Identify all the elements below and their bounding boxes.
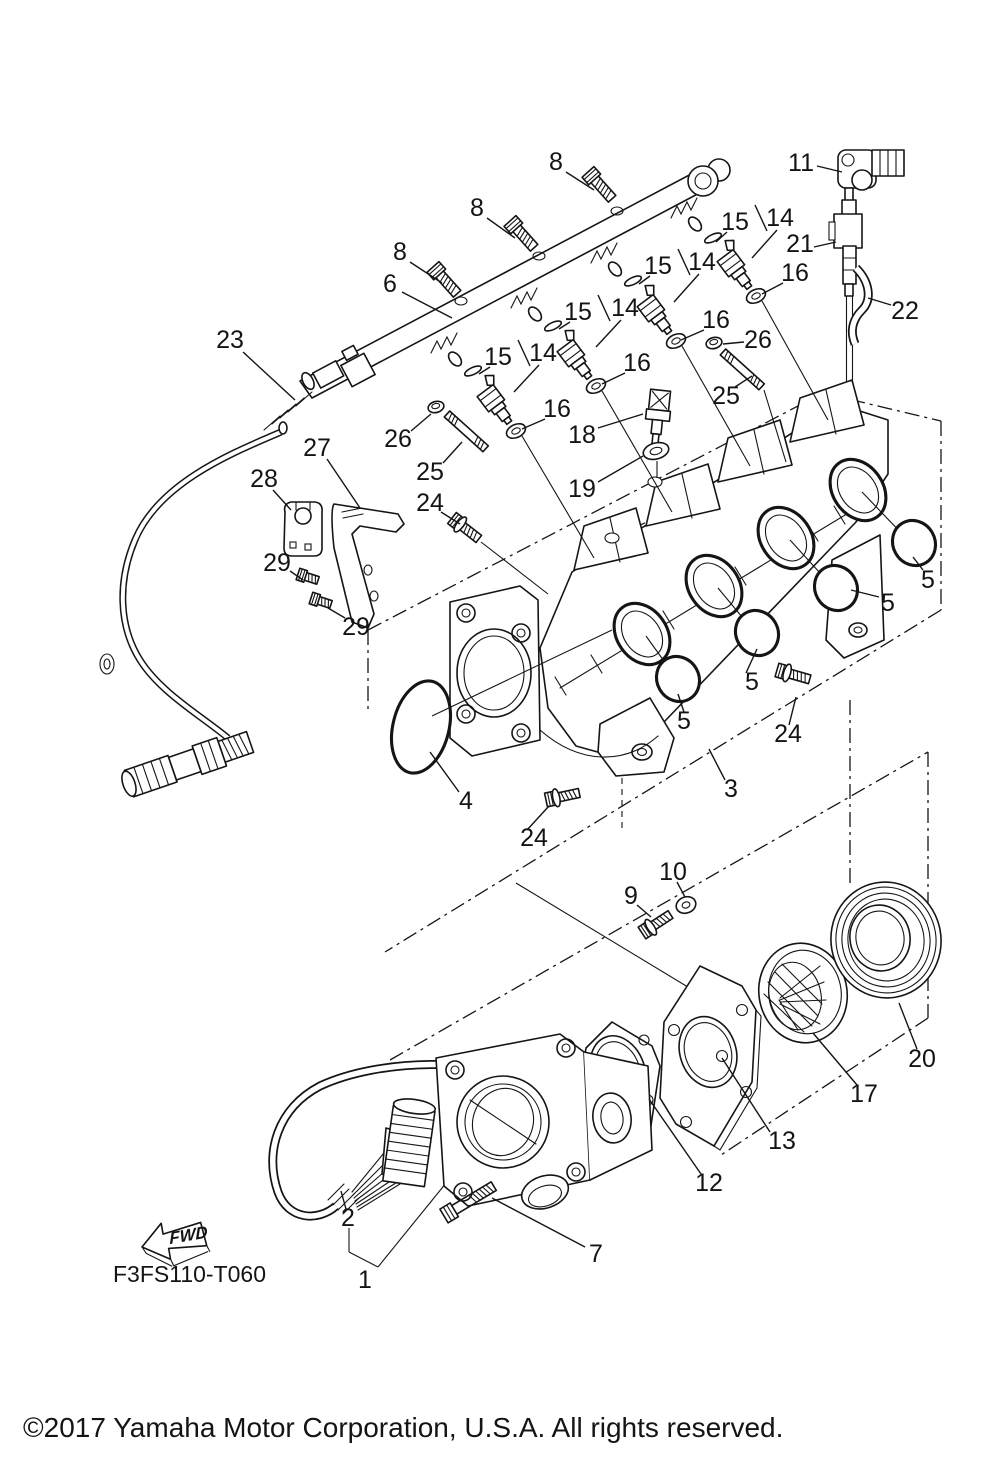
callout-25: 25 xyxy=(712,382,740,410)
callout-5: 5 xyxy=(677,707,691,735)
callout-22: 22 xyxy=(891,297,919,325)
callout-16: 16 xyxy=(543,395,571,423)
callout-8: 8 xyxy=(393,238,407,266)
callout-5: 5 xyxy=(881,589,895,617)
callout-23: 23 xyxy=(216,326,244,354)
callout-10: 10 xyxy=(659,858,687,886)
callout-6: 6 xyxy=(383,270,397,298)
callout-15: 15 xyxy=(564,298,592,326)
callout-21: 21 xyxy=(786,230,814,258)
leader-line xyxy=(243,352,295,400)
callout-24: 24 xyxy=(416,489,444,517)
throttle-actuator xyxy=(383,1097,436,1187)
leader-line xyxy=(752,230,777,258)
callout-1: 1 xyxy=(358,1266,372,1294)
callout-28: 28 xyxy=(250,465,278,493)
callout-5: 5 xyxy=(921,566,935,594)
callout-11: 11 xyxy=(788,149,814,177)
leader-line xyxy=(514,365,539,392)
callout-12: 12 xyxy=(695,1169,723,1197)
callout-20: 20 xyxy=(908,1045,936,1073)
leader-line xyxy=(814,242,836,247)
alignment-line xyxy=(349,1252,378,1267)
callout-3: 3 xyxy=(724,775,738,803)
leader-line xyxy=(709,749,725,780)
joint-plate xyxy=(660,966,761,1150)
leader-line xyxy=(443,442,462,463)
callout-25: 25 xyxy=(416,458,444,486)
callout-19: 19 xyxy=(568,475,596,503)
callout-15: 15 xyxy=(644,252,672,280)
callout-5: 5 xyxy=(745,668,759,696)
callout-26: 26 xyxy=(744,326,772,354)
callout-7: 7 xyxy=(589,1240,603,1268)
callout-15: 15 xyxy=(484,343,512,371)
callout-14: 14 xyxy=(611,294,639,322)
temp-sensor xyxy=(643,389,673,445)
callout-27: 27 xyxy=(303,434,331,462)
pair-divider-line xyxy=(598,295,610,321)
bracket xyxy=(332,504,404,628)
leader-line xyxy=(273,490,291,510)
callout-9: 9 xyxy=(624,882,638,910)
callout-8: 8 xyxy=(549,148,563,176)
throttle-body xyxy=(273,1034,652,1216)
callout-24: 24 xyxy=(520,824,548,852)
leader-line xyxy=(327,459,360,508)
leader-line xyxy=(762,283,783,294)
pressure-sensor xyxy=(838,150,904,204)
callout-8: 8 xyxy=(470,194,484,222)
callout-13: 13 xyxy=(768,1127,796,1155)
callout-14: 14 xyxy=(529,339,557,367)
alignment-line xyxy=(481,542,548,594)
holder xyxy=(284,502,322,556)
leader-line xyxy=(899,1003,917,1049)
callout-14: 14 xyxy=(766,204,794,232)
callout-18: 18 xyxy=(568,421,596,449)
leader-line xyxy=(598,414,643,428)
callout-29: 29 xyxy=(342,613,370,641)
callout-29: 29 xyxy=(263,549,291,577)
leader-line xyxy=(723,342,744,344)
callout-16: 16 xyxy=(702,306,730,334)
callout-17: 17 xyxy=(850,1080,878,1108)
callout-16: 16 xyxy=(781,259,809,287)
leader-line xyxy=(674,274,699,302)
callout-24: 24 xyxy=(774,720,802,748)
hose-end-fitting xyxy=(118,728,254,800)
leader-line xyxy=(813,1033,857,1085)
small-bolts-29 xyxy=(296,568,333,610)
callout-26: 26 xyxy=(384,425,412,453)
callout-2: 2 xyxy=(341,1204,355,1232)
copyright-line: ©2017 Yamaha Motor Corporation, U.S.A. All rights reserved. xyxy=(23,1412,784,1443)
sensor-washer xyxy=(641,440,670,462)
leader-line xyxy=(411,414,431,431)
leader-line xyxy=(596,320,621,347)
callout-16: 16 xyxy=(623,349,651,377)
callout-4: 4 xyxy=(459,787,473,815)
callout-15: 15 xyxy=(721,208,749,236)
leader-line xyxy=(602,373,625,384)
leader-line xyxy=(430,752,459,792)
fwd-label: FWD xyxy=(169,1222,208,1249)
throttle-oring xyxy=(382,675,459,780)
leader-line xyxy=(522,419,545,429)
leader-line xyxy=(598,456,643,482)
callout-14: 14 xyxy=(688,248,716,276)
alignment-line xyxy=(762,301,828,420)
diagram-code: F3FS110-T060 xyxy=(113,1261,266,1287)
